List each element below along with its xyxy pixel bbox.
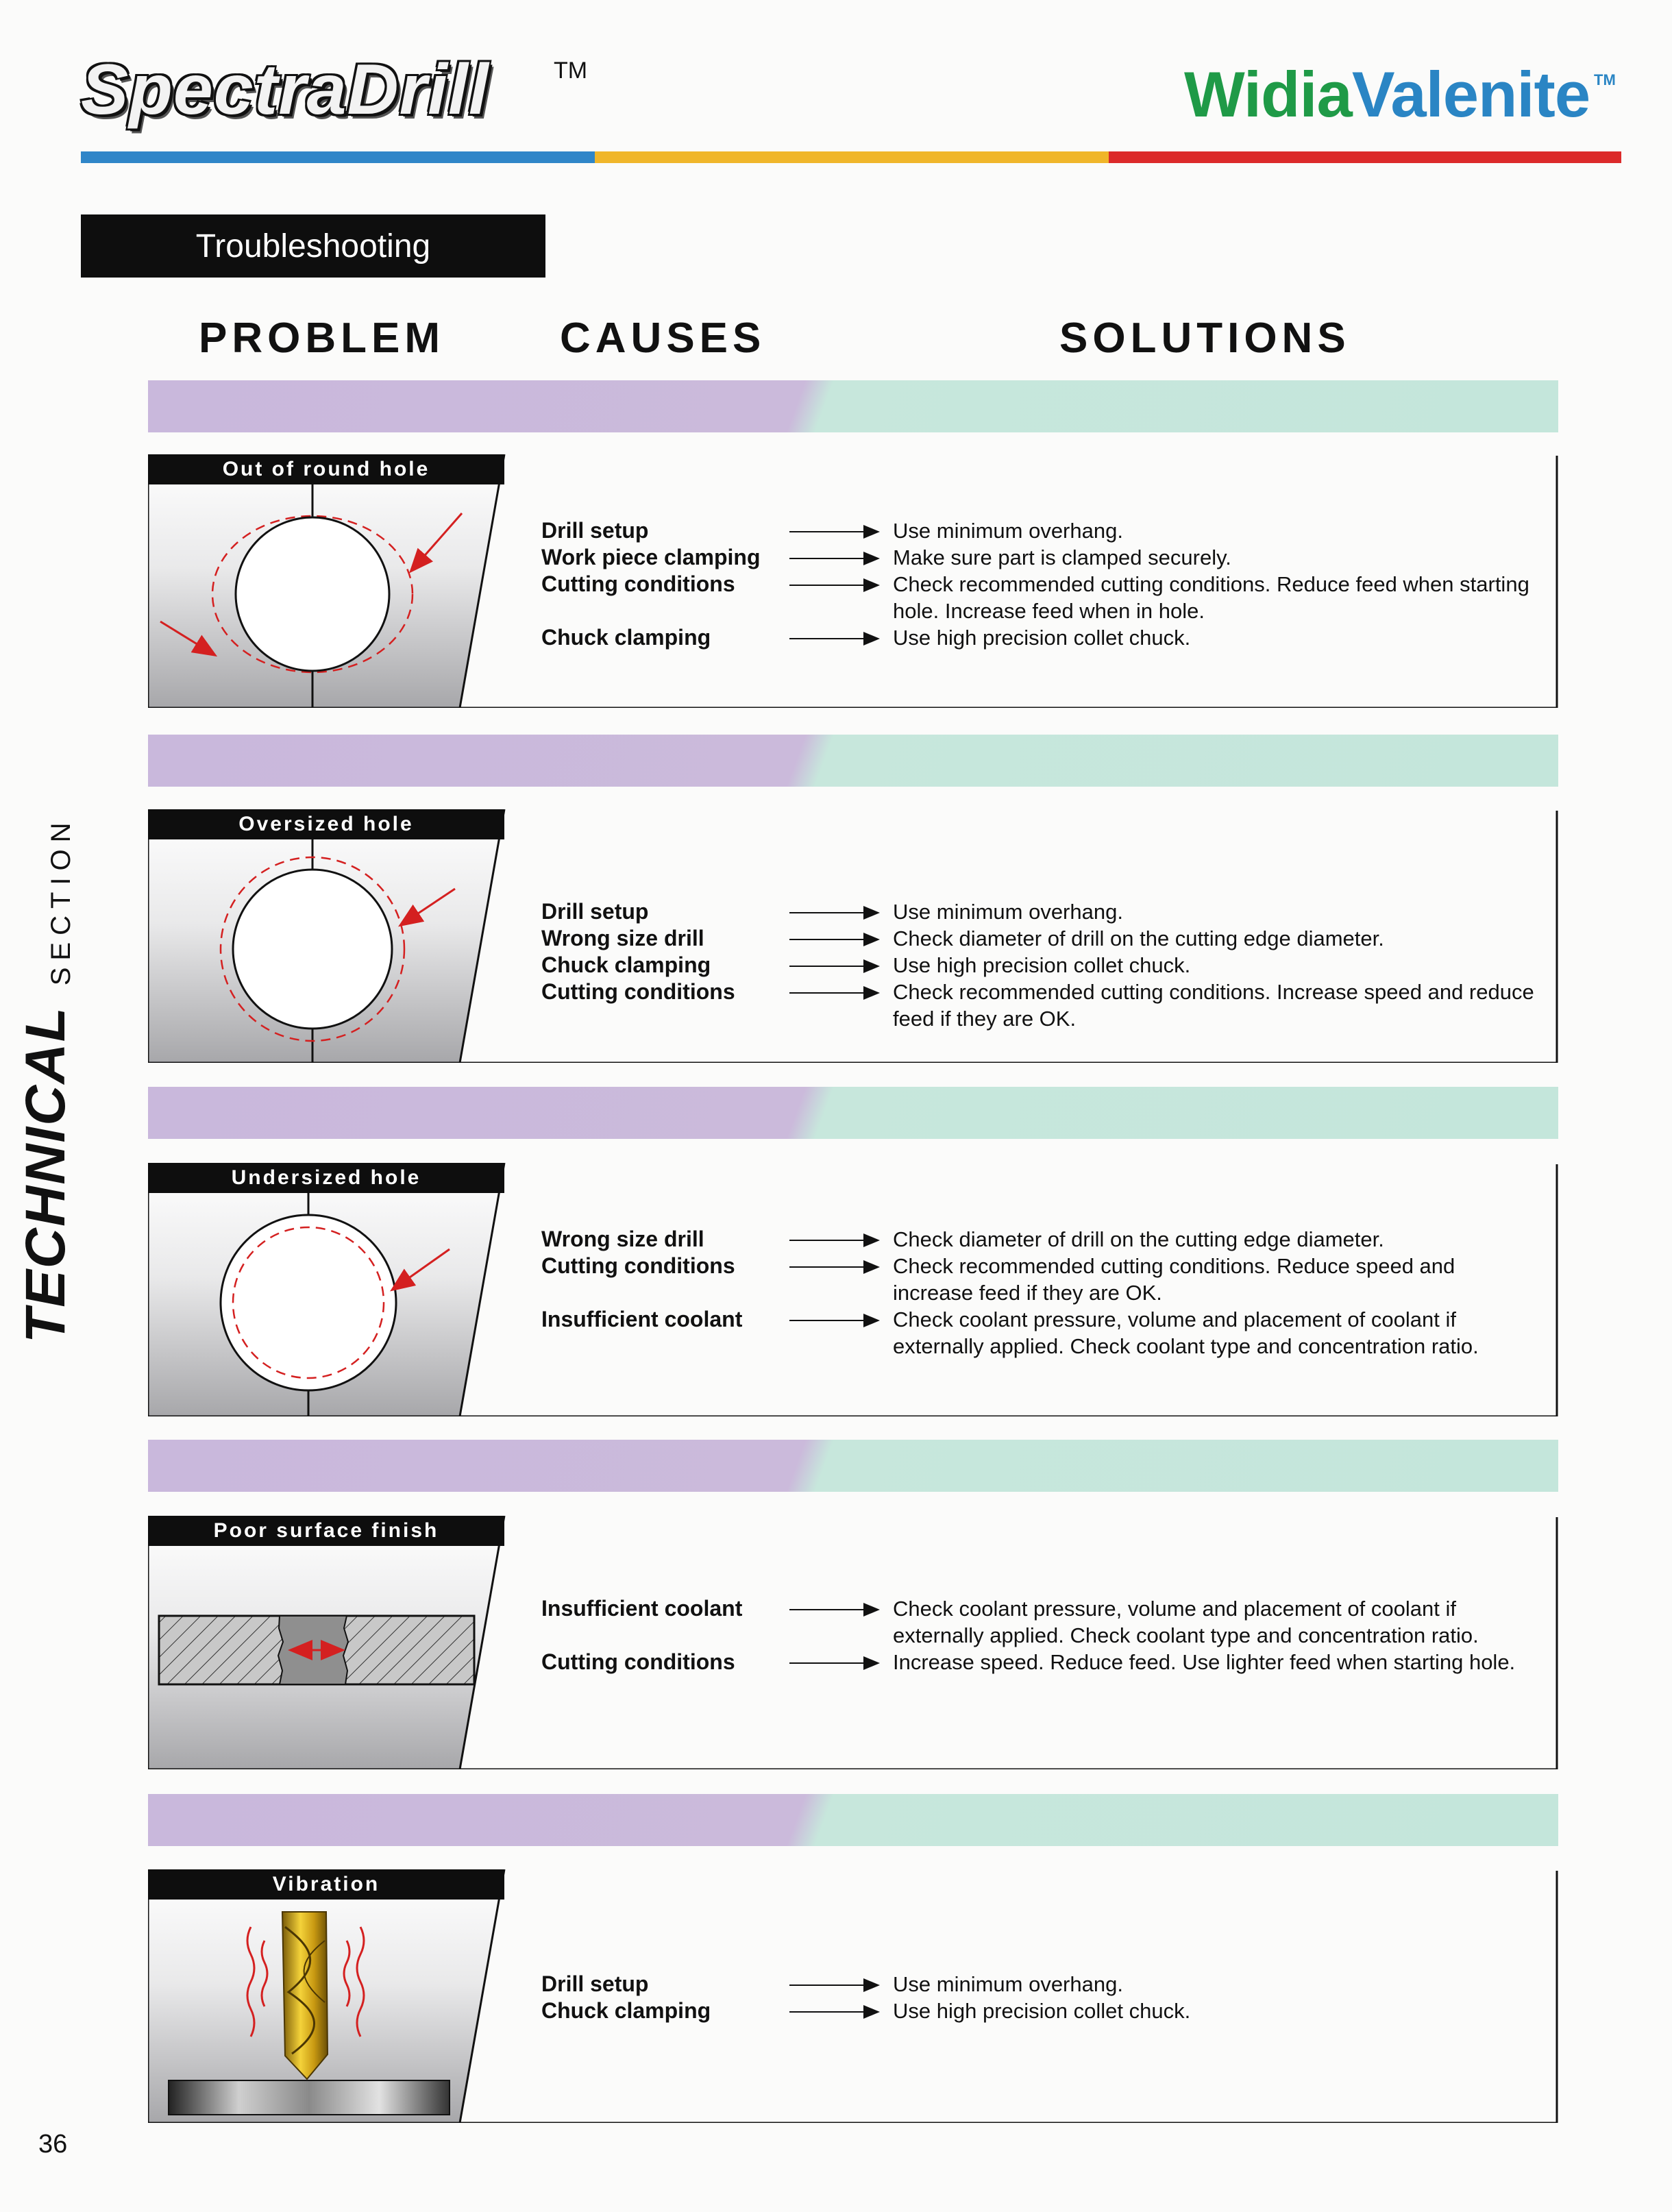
- header-causes: CAUSES: [560, 315, 766, 362]
- solution-item: Check recommended cutting conditions. Reduce feed when starting hole. Increase feed when in hole.: [893, 572, 1529, 623]
- undersized-hole-icon: [148, 1193, 504, 1416]
- arrow-icon: [789, 1978, 880, 1992]
- solution-item: Use minimum overhang.: [893, 519, 1123, 543]
- cause-item: Cutting conditions: [541, 979, 735, 1004]
- solution-item: Check diameter of drill on the cutting edge diameter.: [893, 1227, 1384, 1251]
- arrow-icon: [789, 906, 880, 920]
- problem-row-surface-finish: [148, 1516, 1558, 1769]
- page-number: 36: [38, 2130, 68, 2159]
- arrow-icon: [789, 578, 880, 592]
- cause-item: Chuck clamping: [541, 625, 711, 650]
- logo-trademark: TM: [554, 58, 588, 84]
- arrow-icon: [789, 1233, 880, 1247]
- arrow-icon: [789, 525, 880, 539]
- stripe-red: [1109, 151, 1621, 163]
- solution-item: Use minimum overhang.: [893, 900, 1123, 924]
- problem-row-undersized: [148, 1163, 1558, 1416]
- solution-item: Use high precision collet chuck.: [893, 1999, 1191, 2023]
- solution-item: Use minimum overhang.: [893, 1972, 1123, 1996]
- header-problem: PROBLEM: [199, 315, 445, 362]
- band-3: [148, 1087, 1558, 1139]
- brand-widia: Widia: [1184, 58, 1352, 130]
- problem-title: Undersized hole: [148, 1163, 504, 1193]
- solution-item: Check recommended cutting conditions. Reduce speed and increase feed if they are OK.: [893, 1254, 1455, 1305]
- sidebar-section: SECTION: [46, 815, 77, 986]
- problem-title: Poor surface finish: [148, 1516, 504, 1546]
- arrow-icon: [789, 2005, 880, 2019]
- arrow-icon: [789, 1260, 880, 1274]
- band-5: [148, 1794, 1558, 1846]
- cause-item: Chuck clamping: [541, 1998, 711, 2023]
- solution-item: Use high precision collet chuck.: [893, 953, 1191, 977]
- cause-item: Cutting conditions: [541, 572, 735, 596]
- header-solutions: SOLUTIONS: [1059, 315, 1351, 362]
- solution-item: Check coolant pressure, volume and placement of coolant if externally applied. Check coolant type and concentration ratio.: [893, 1597, 1479, 1647]
- solution-item: Check recommended cutting conditions. Increase speed and reduce feed if they are OK.: [893, 980, 1534, 1031]
- cause-item: Drill setup: [541, 899, 649, 924]
- oversized-hole-icon: [148, 839, 504, 1063]
- arrow-icon: [789, 1603, 880, 1617]
- cause-item: Drill setup: [541, 1971, 649, 1996]
- solution-item: Make sure part is clamped securely.: [893, 545, 1231, 569]
- solution-item: Check coolant pressure, volume and placement of coolant if externally applied. Check coolant type and concentration ratio.: [893, 1307, 1479, 1358]
- cause-item: Insufficient coolant: [541, 1307, 743, 1331]
- cause-item: Cutting conditions: [541, 1649, 735, 1674]
- vibrating-drill-icon: [148, 1900, 504, 2123]
- band-1: [148, 380, 1558, 432]
- poor-surface-finish-icon: [148, 1546, 504, 1769]
- section-title: Troubleshooting: [81, 214, 545, 278]
- problem-title: Oversized hole: [148, 809, 504, 839]
- cause-item: Work piece clamping: [541, 545, 761, 569]
- problem-row-out-of-round: [148, 454, 1558, 708]
- arrow-icon: [789, 959, 880, 973]
- cause-item: Wrong size drill: [541, 926, 704, 950]
- arrow-icon: [789, 933, 880, 946]
- problem-title: Out of round hole: [148, 454, 504, 484]
- sidebar-technical: TECHNICAL: [14, 1006, 77, 1343]
- brand-valenite: Valenite: [1351, 58, 1590, 130]
- arrow-icon: [789, 1656, 880, 1670]
- stripe-yellow: [595, 151, 1109, 163]
- problem-title: Vibration: [148, 1869, 504, 1900]
- solution-item: Use high precision collet chuck.: [893, 626, 1191, 650]
- problem-row-vibration: [148, 1869, 1558, 2123]
- cause-item: Wrong size drill: [541, 1227, 704, 1251]
- arrow-icon: [789, 552, 880, 565]
- cause-item: Drill setup: [541, 518, 649, 543]
- problem-row-oversized: [148, 809, 1558, 1063]
- arrow-icon: [789, 1314, 880, 1327]
- widia-valenite-brand: [1184, 58, 1590, 132]
- cause-item: Chuck clamping: [541, 953, 711, 977]
- technical-section-sidebar: [14, 815, 78, 1343]
- arrow-icon: [789, 632, 880, 646]
- stripe-blue: [81, 151, 595, 163]
- cause-item: Insufficient coolant: [541, 1596, 743, 1621]
- band-4: [148, 1440, 1558, 1492]
- solution-item: Check diameter of drill on the cutting edge diameter.: [893, 926, 1384, 950]
- spectradrill-logo: SpectraDrill: [81, 50, 489, 130]
- brand-trademark: TM: [1594, 71, 1616, 88]
- cause-item: Cutting conditions: [541, 1253, 735, 1278]
- band-2: [148, 735, 1558, 787]
- arrow-icon: [789, 986, 880, 1000]
- solution-item: Increase speed. Reduce feed. Use lighter feed when starting hole.: [893, 1650, 1516, 1674]
- out-of-round-hole-icon: [148, 484, 504, 708]
